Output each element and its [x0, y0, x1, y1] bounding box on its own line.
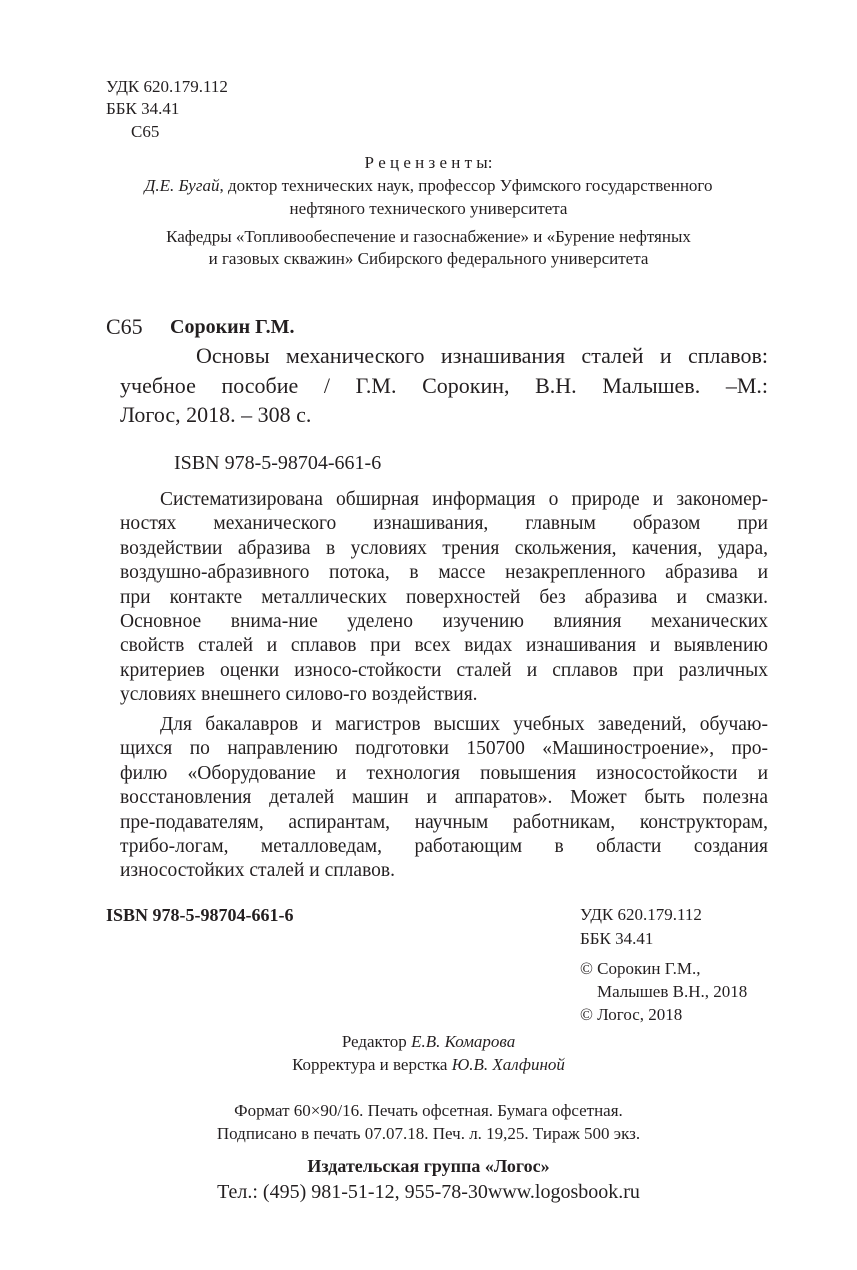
publisher-contacts: Тел.: (495) 981-51-12, 955-78-30www.logosbook.ru	[217, 1181, 640, 1203]
abstract-line: критериев оценки износо-стойкости сталей и сплавов при различных	[120, 659, 768, 681]
proofreader-label: Корректура и верстка	[292, 1055, 452, 1074]
print-info: Подписано в печать 07.07.18. Печ. л. 19,25. Тираж 500 экз.	[216, 1124, 641, 1143]
reviewers-title: Р е ц е н з е н т ы:	[364, 153, 493, 172]
editor-name: Е.В. Комарова	[411, 1032, 516, 1051]
abstract-line: воздушно-абразивного потока, в массе незакрепленного абразива и	[120, 562, 768, 584]
udk-code: УДК 620.179.112	[106, 77, 228, 96]
reviewer-2-line2: и газовых скважин» Сибирского федерального университета	[208, 249, 649, 268]
record-isbn: ISBN 978-5-98704-661-6	[174, 452, 382, 474]
reviewer-1-name: Д.Е. Бугай	[144, 176, 220, 195]
editor-label: Редактор	[341, 1032, 412, 1051]
footer-isbn: ISBN 978-5-98704-661-6	[106, 905, 294, 925]
abstract-line: Основное внима-ние уделено изучению влияния механических	[120, 611, 768, 632]
proofreader	[0, 1056, 857, 1073]
abstract-line: при контакте металлических поверхностей без абразива и смазки.	[120, 586, 768, 608]
abstract-line: Для бакалавров и магистров высших учебных заведений, обучаю-	[160, 714, 768, 735]
abstract-line: воздействии абразива в условиях трения скольжения, качения, удара,	[120, 537, 768, 559]
reviewer-2-line1: Кафедры «Топливообеспечение и газоснабжение» и «Бурение нефтяных	[166, 227, 691, 246]
copyright-authors: © Сорокин Г.М.,	[580, 959, 701, 978]
publisher-name: Издательская группа «Логос»	[307, 1156, 550, 1176]
reviewer-1-line2: нефтяного технического университета	[289, 199, 568, 218]
reviewer-1	[0, 177, 857, 194]
record-title-line3: Логос, 2018. – 308 с.	[120, 402, 312, 427]
abstract-line: восстановления деталей машин и аппаратов». Может быть полезна	[120, 787, 768, 809]
abstract-line: трибо-логам, металловедам, работающим в области создания	[120, 836, 768, 857]
author-sign: С65	[131, 122, 160, 141]
reviewer-1-desc: , доктор технических наук, профессор Уфимского государственного	[219, 176, 713, 195]
footer-udk: УДК 620.179.112	[580, 905, 702, 924]
abstract-line: износостойких сталей и сплавов.	[120, 860, 395, 882]
abstract-line: пре-подавателям, аспирантам, научным работникам, конструкторам,	[120, 811, 768, 833]
footer-bbk: ББК 34.41	[580, 929, 654, 948]
abstract-line: условиях внешнего силово-го воздействия.	[120, 684, 478, 706]
abstract-line: свойств сталей и сплавов при всех видах изнашивания и выявлению	[120, 635, 768, 657]
abstract-line: филю «Оборудование и технология повышения износостойкости и	[120, 762, 768, 784]
editor	[0, 1033, 857, 1050]
format-info: Формат 60×90/16. Печать офсетная. Бумага офсетная.	[234, 1101, 623, 1120]
record-title-line1: Основы механического изнашивания сталей и сплавов:	[196, 343, 768, 368]
abstract-line: Систематизирована обширная информация о природе и закономер-	[160, 489, 768, 510]
abstract-line: щихся по направлению подготовки 150700 «Машиностроение», про-	[120, 738, 768, 760]
record-title-line2: учебное пособие / Г.М. Сорокин, В.Н. Малышев. –М.:	[120, 373, 768, 398]
abstract-line: ностях механического изнашивания, главным образом при	[120, 513, 768, 535]
bbk-code: ББК 34.41	[106, 99, 180, 118]
record-author: Сорокин Г.М.	[170, 316, 295, 338]
record-code: С65	[106, 314, 143, 339]
proofreader-name: Ю.В. Халфиной	[451, 1055, 565, 1074]
copyright-authors-2: Малышев В.Н., 2018	[597, 982, 748, 1001]
copyright-publisher: © Логос, 2018	[580, 1005, 683, 1024]
